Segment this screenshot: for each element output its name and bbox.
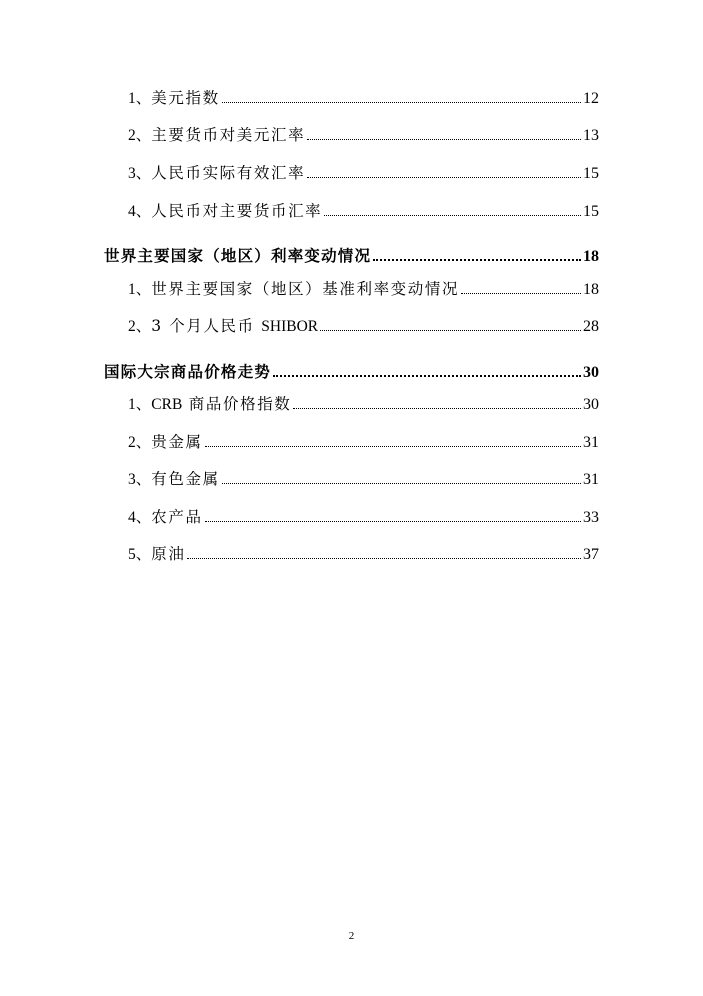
toc-entry-page: 28 xyxy=(583,318,599,335)
toc-entry-rmb-reer[interactable] xyxy=(128,163,599,184)
toc-entry-shibor[interactable] xyxy=(128,316,599,337)
toc-entry-number: 1、 xyxy=(128,281,152,298)
toc-entry-number: 4、 xyxy=(128,203,152,220)
toc-section-title: 世界主要国家（地区）利率变动情况 xyxy=(104,246,372,265)
toc-entry-crude-oil[interactable] xyxy=(128,544,599,565)
toc-entry-number: 4、 xyxy=(128,509,152,526)
toc-dot-leader xyxy=(293,407,581,409)
toc-entry-page: 31 xyxy=(583,471,599,488)
toc-dot-leader xyxy=(373,258,581,261)
toc-entry-page: 13 xyxy=(583,127,599,144)
toc-entry-title: 农产品 xyxy=(151,508,203,526)
toc-entry-title: 原油 xyxy=(151,545,186,563)
page-number: 2 xyxy=(348,930,355,942)
toc-entry-number: 2、 xyxy=(128,318,152,335)
toc-entry-page: 30 xyxy=(583,396,599,413)
toc-entry-number: 2、 xyxy=(128,127,152,144)
toc-dot-leader xyxy=(273,374,581,377)
toc-entry-page: 12 xyxy=(583,90,599,107)
toc-entry-title: 有色金属 xyxy=(151,470,220,488)
toc-entry-title xyxy=(151,394,291,415)
toc-entry-number: 1、 xyxy=(128,396,152,413)
toc-entry-title xyxy=(151,316,318,337)
toc-entry-number: 2、 xyxy=(128,434,152,451)
toc-entry-title: 贵金属 xyxy=(151,433,203,451)
toc-dot-leader xyxy=(307,176,581,178)
toc-entry-title: 美元指数 xyxy=(151,89,220,107)
toc-entry-page: 15 xyxy=(583,203,599,220)
toc-entry-usd-index[interactable] xyxy=(128,88,599,109)
toc-entry-number: 3、 xyxy=(128,471,152,488)
toc-dot-leader xyxy=(307,138,581,140)
toc-dot-leader xyxy=(205,520,581,522)
toc-dot-leader xyxy=(222,101,581,103)
toc-entry-page: 18 xyxy=(583,281,599,298)
toc-entry-agricultural[interactable] xyxy=(128,507,599,528)
toc-entry-title: 世界主要国家（地区）基准利率变动情况 xyxy=(151,280,460,298)
toc-section-interest-rates[interactable] xyxy=(104,246,599,267)
toc-entry-title-suffix: 商品价格指数 xyxy=(182,395,292,413)
toc-entry-title: 人民币实际有效汇率 xyxy=(151,164,306,182)
toc-dot-leader xyxy=(461,292,581,294)
toc-entry-page: 37 xyxy=(583,546,599,563)
toc-entry-page: 15 xyxy=(583,165,599,182)
toc-section-title: 国际大宗商品价格走势 xyxy=(104,362,272,381)
toc-entry-page: 31 xyxy=(583,434,599,451)
toc-entry-major-currencies-usd[interactable] xyxy=(128,125,599,146)
toc-entry-number: 1、 xyxy=(128,90,152,107)
toc-entry-page: 30 xyxy=(583,364,599,381)
toc-entry-title: 主要货币对美元汇率 xyxy=(151,126,306,144)
toc-dot-leader xyxy=(187,557,581,559)
toc-entry-number: 5、 xyxy=(128,546,152,563)
toc-entry-nonferrous-metals[interactable] xyxy=(128,469,599,490)
toc-entry-page: 18 xyxy=(583,248,599,265)
toc-entry-crb-index[interactable] xyxy=(128,394,599,415)
toc-entry-title-latin: SHIBOR xyxy=(261,318,319,335)
toc-dot-leader xyxy=(222,482,581,484)
toc-dot-leader xyxy=(205,445,581,447)
toc-section-commodities[interactable] xyxy=(104,362,599,383)
toc-entry-page: 33 xyxy=(583,509,599,526)
toc-dot-leader xyxy=(324,214,581,216)
toc-dot-leader xyxy=(320,329,581,331)
toc-entry-rmb-major-currencies[interactable] xyxy=(128,201,599,222)
toc-entry-title-prefix: 3 个月人民币 xyxy=(151,317,262,335)
toc-entry-title: 人民币对主要货币汇率 xyxy=(151,202,323,220)
toc-entry-benchmark-rates[interactable] xyxy=(128,279,599,300)
toc-entry-number: 3、 xyxy=(128,165,152,182)
toc-entry-title-latin: CRB xyxy=(151,396,183,413)
toc-entry-precious-metals[interactable] xyxy=(128,432,599,453)
